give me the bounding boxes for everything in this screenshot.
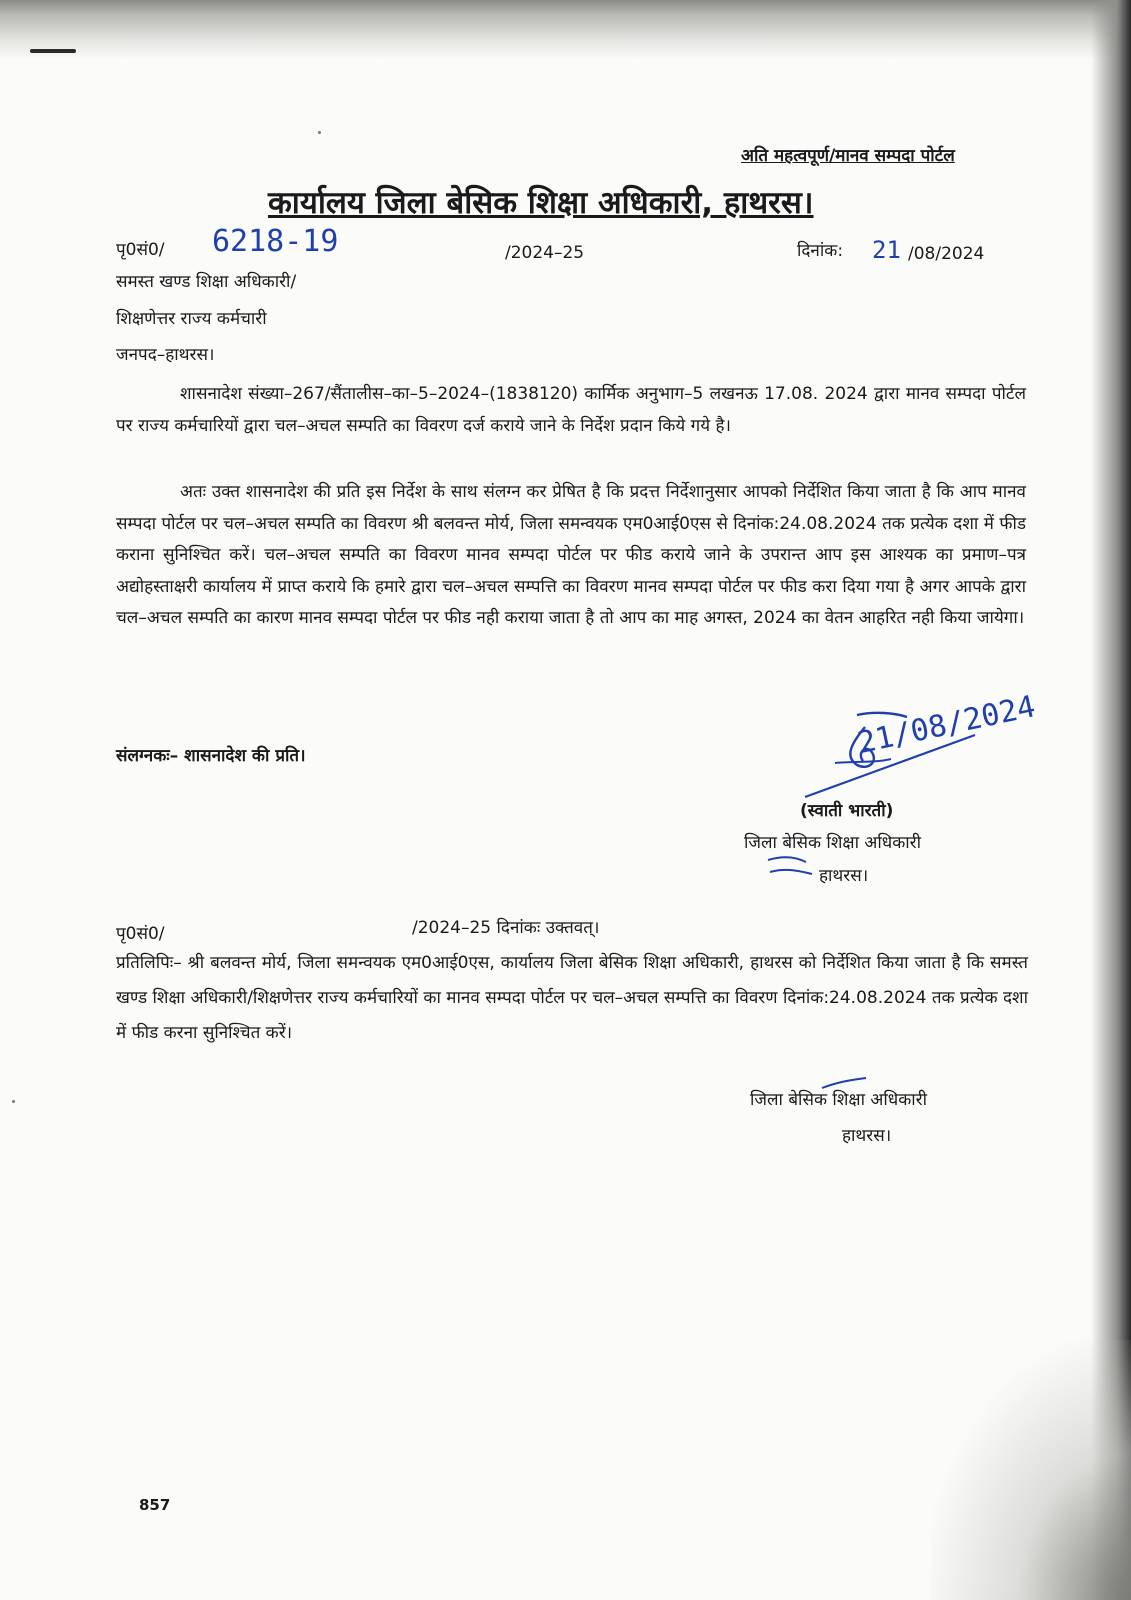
speck — [12, 1100, 15, 1103]
handwritten-reference-number: 6218-19 — [212, 224, 339, 259]
body-paragraph: शासनादेश संख्या–267/सैंतालीस–का–5–2024–(1838120) कार्मिक अनुभाग–5 लखनऊ 17.08. 2024 द्वारा मानव सम्पदा पोर्टल पर राज्य कर्मचारियों द्वारा चल–अचल सम्पति का विवरण दर्ज कराये जाने के निर्देश प्रदान किये गये है। — [116, 384, 1026, 436]
scan-shadow-top — [0, 0, 1131, 60]
footer-place: हाथरस। — [842, 1126, 892, 1146]
importance-tag: अति महत्वपूर्ण/मानव सम्पदा पोर्टल — [741, 146, 955, 166]
page-number: 857 — [139, 1496, 171, 1514]
copy-reference-rest: /2024–25 दिनांकः उक्तवत्। — [412, 918, 600, 938]
scan-edge-mark — [30, 49, 76, 53]
scan-shadow-corner — [931, 1340, 1131, 1600]
pen-arrow-icon — [766, 852, 816, 878]
date-month-year: /08/2024 — [908, 244, 985, 264]
enclosure-note: संलग्नकः– शासनादेश की प्रति। — [116, 746, 306, 766]
signature-handwritten-date: 21/08/2024 — [854, 689, 1039, 762]
handwritten-date-day: 21 — [872, 236, 901, 264]
footer-designation: जिला बेसिक शिक्षा अधिकारी — [750, 1090, 928, 1110]
signatory-name: (स्वाती भारती) — [800, 801, 894, 821]
signatory-designation: जिला बेसिक शिक्षा अधिकारी — [744, 833, 922, 853]
body-paragraph: अतः उक्त शासनादेश की प्रति इस निर्देश के साथ संलग्न कर प्रेषित है कि प्रदत्त निर्देशानुसार आपको निर्देशित किया जाता है कि आप मानव सम्पदा पोर्टल पर चल–अचल सम्पति का विवरण श्री बलवन्त मोर्य, जिला समन्वयक एम0आई0एस से दिनांक:24.08.2024 तक प्रत्येक दशा में फीड कराना सुनिश्चित करें। चल–अचल सम्पति का विवरण मानव सम्पदा पोर्टल पर फीड कराये जाने के उपरान्त आप इस आश्यक का प्रमाण–पत्र अद्योहस्ताक्षरी कार्यालय में प्राप्त कराये कि हमारे द्वारा चल–अचल सम्पत्ति का विवरण मानव सम्पदा पोर्टल पर फीड करा दिया गया है अगर आपके द्वारा चल–अचल सम्पति का कारण मानव सम्पदा पोर्टल पर फीड नही कराया जाता है तो आप का माह अगस्त, 2024 का वेतन आहरित नही किया जायेगा। — [116, 482, 1026, 628]
addressee-line: जनपद–हाथरस। — [116, 345, 215, 365]
copy-text: प्रतिलिपिः– श्री बलवन्त मोर्य, जिला समन्वयक एम0आई0एस, कार्यालय जिला बेसिक शिक्षा अधिकारी, हाथरस को निर्देशित किया जाता है कि समस्त खण्ड शिक्षा अधिकारी/शिक्षणेत्तर राज्य कर्मचारियों का मानव सम्पदा पोर्टल पर चल–अचल सम्पत्ति का विवरण दिनांक:24.08.2024 तक प्रत्येक दशा में फीड करना सुनिश्चित करें। — [116, 953, 1028, 1043]
addressee-line: समस्त खण्ड शिक्षा अधिकारी/ — [116, 272, 297, 292]
addressee-line: शिक्षणेत्तर राज्य कर्मचारी — [116, 309, 267, 329]
signatory-place: हाथरस। — [819, 866, 869, 886]
copy-reference-label: पृ0सं0/ — [116, 924, 165, 944]
reference-label: पृ0सं0/ — [116, 240, 165, 260]
reference-year: /2024–25 — [505, 243, 585, 263]
speck — [318, 131, 321, 134]
date-label: दिनांक: — [797, 241, 844, 261]
office-title: कार्यालय जिला बेसिक शिक्षा अधिकारी, हाथरस। — [268, 185, 814, 221]
